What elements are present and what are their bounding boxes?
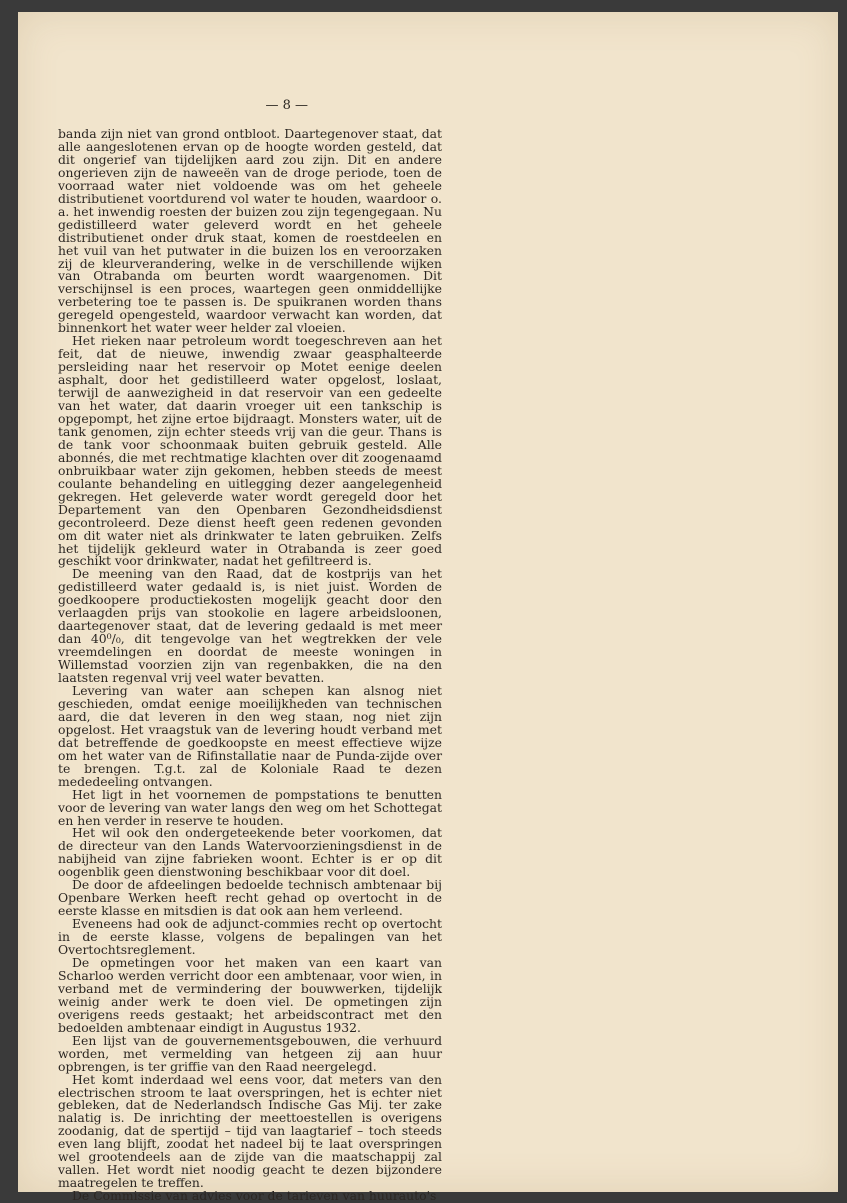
paragraph: De door de afdeelingen bedoelde technisch ambtenaar bij Openbare Werken heeft recht gehad op overtocht in de eerste klasse en mitsdien is dat ook aan hem verleend. (58, 877, 442, 919)
paragraph: Levering van water aan schepen kan alsnog niet geschieden, omdat eenige moeilijkheden van technischen aard, die dat leveren in den weg staan, nog niet zijn opgelost. Het vraagstuk van de levering houdt verband met dat betreffende de goedkoopste en meest effectieve wijze om het water van de Rifinstallatie naar de Punda-zijde over te brengen. T.g.t. zal de Koloniale Raad te dezen mededeeling ontvangen. (58, 682, 442, 789)
paragraph: Een lijst van de gouvernementsgebouwen, die verhuurd worden, met vermelding van hetgeen zij aan huur opbrengen, is ter griffie van den Raad neergelegd. (58, 1032, 442, 1074)
paragraph: Het ligt in het voornemen de pompstations te benutten voor de levering van water langs den weg om het Schottegat en hen verder in reserve te houden. (58, 786, 442, 828)
paragraph: banda zijn niet van grond ontbloot. Daartegenover staat, dat alle aangeslotenen ervan op de hoogte worden gesteld, dat dit ongerief van tijdelijken aard zou zijn. Dit en andere ongerieven zijn de naweeën van de droge periode, toen de voorraad water niet voldoende was om het geheele distributienet voortdurend vol water te houden, waardoor o. a. het inwendig roesten der buizen zou zijn tegengegaan. Nu gedistilleerd water geleverd wordt en het geheele distributienet onder druk staat, komen de roestdeelen en het vuil van het putwater in die buizen los en veroorzaken zij de kleurverandering, welke in de verschillende wijken van Otrabanda om beurten wordt waargenomen. Dit verschijnsel is een proces, waartegen geen onmiddellijke verbetering toe te passen is. De spuikranen worden thans geregeld opengesteld, waardoor verwacht kan worden, dat binnenkort het water weer helder zal vloeien. (58, 126, 442, 336)
paragraph: Het rieken naar petroleum wordt toegeschreven aan het feit, dat de nieuwe, inwendig zwaar geasphalteerde persleiding naar het reservoir op Motet eenige deelen asphalt, door het gedistilleerd water opgelost, loslaat, terwijl de aanwezigheid in dat reservoir van een gedeelte van het water, dat daarin vroeger uit een tankschip is opgepompt, het zijne ertoe bijdraagt. Monsters water, uit de tank genomen, zijn echter steeds vrij van die geur. Thans is de tank voor schoonmaak buiten gebruik gesteld. Alle abonnés, die met rechtmatige klachten over dit zoogenaamd onbruikbaar water zijn gekomen, hebben steeds de meest coulante behandeling en uitlegging dezer aangelegenheid gekregen. Het geleverde water wordt geregeld door het Departement van den Openbaren Gezondheidsdienst gecontroleerd. Deze dienst heeft geen redenen gevonden om dit water niet als drinkwater te laten gebruiken. Zelfs het tijdelijk gekleurd water in Otrabanda is zeer goed geschikt voor drinkwater, nadat het gefiltreerd is. (58, 333, 442, 569)
paragraph: De meening van den Raad, dat de kostprijs van het gedistilleerd water gedaald is, is niet juist. Worden de goedkoopere productiekosten mogelijk geacht door den verlaagden prijs van stookolie en lagere arbeidsloonen, daartegenover staat, dat de levering gedaald is met meer dan 40⁰/₀, dit tengevolge van het wegtrekken der vele vreemdelingen en doordat de meeste woningen in Willemstad voorzien zijn van regenbakken, die na den laatsten regenval vrij veel water bevatten. (58, 566, 442, 686)
page-number: — 8 — (265, 98, 308, 113)
paragraph: Eveneens had ook de adjunct-commies recht op overtocht in de eerste klasse, volgens de bepalingen van het Overtochtsreglement. (58, 916, 442, 958)
document-body (58, 128, 442, 1203)
paragraph: Het wil ook den ondergeteekende beter voorkomen, dat de directeur van den Lands Watervoorzieningsdienst in de nabijheid van zijne fabrieken woont. Echter is er op dit oogenblik geen dienstwoning beschikbaar voor dit doel. (58, 825, 442, 880)
document-page (18, 12, 838, 1203)
paragraph: Het komt inderdaad wel eens voor, dat meters van den electrischen stroom te laat overspringen, het is echter niet gebleken, dat de Nederlandsch Indische Gas Mij. ter zake nalatig is. De inrichting der meettoestellen is overigens zoodanig, dat de spertijd – tijd van laagtarief – toch steeds even lang blijft, zoodat het nadeel bij te laat overspringen wel grootendeels aan de zijde van die maatschappij zal vallen. Het wordt niet noodig geacht te dezen bijzondere maatregelen te treffen. (58, 1071, 442, 1191)
paragraph: De Commissie van advies voor de tarieven van huurauto's (72, 1188, 437, 1203)
paragraph: De opmetingen voor het maken van een kaart van Scharloo werden verricht door een ambtenaar, voor wien, in verband met de vermindering der bouwwerken, tijdelijk weinig ander werk te doen viel. De opmetingen zijn overigens reeds gestaakt; het arbeidscontract met den bedoelden ambtenaar eindigt in Augustus 1932. (58, 955, 442, 1035)
